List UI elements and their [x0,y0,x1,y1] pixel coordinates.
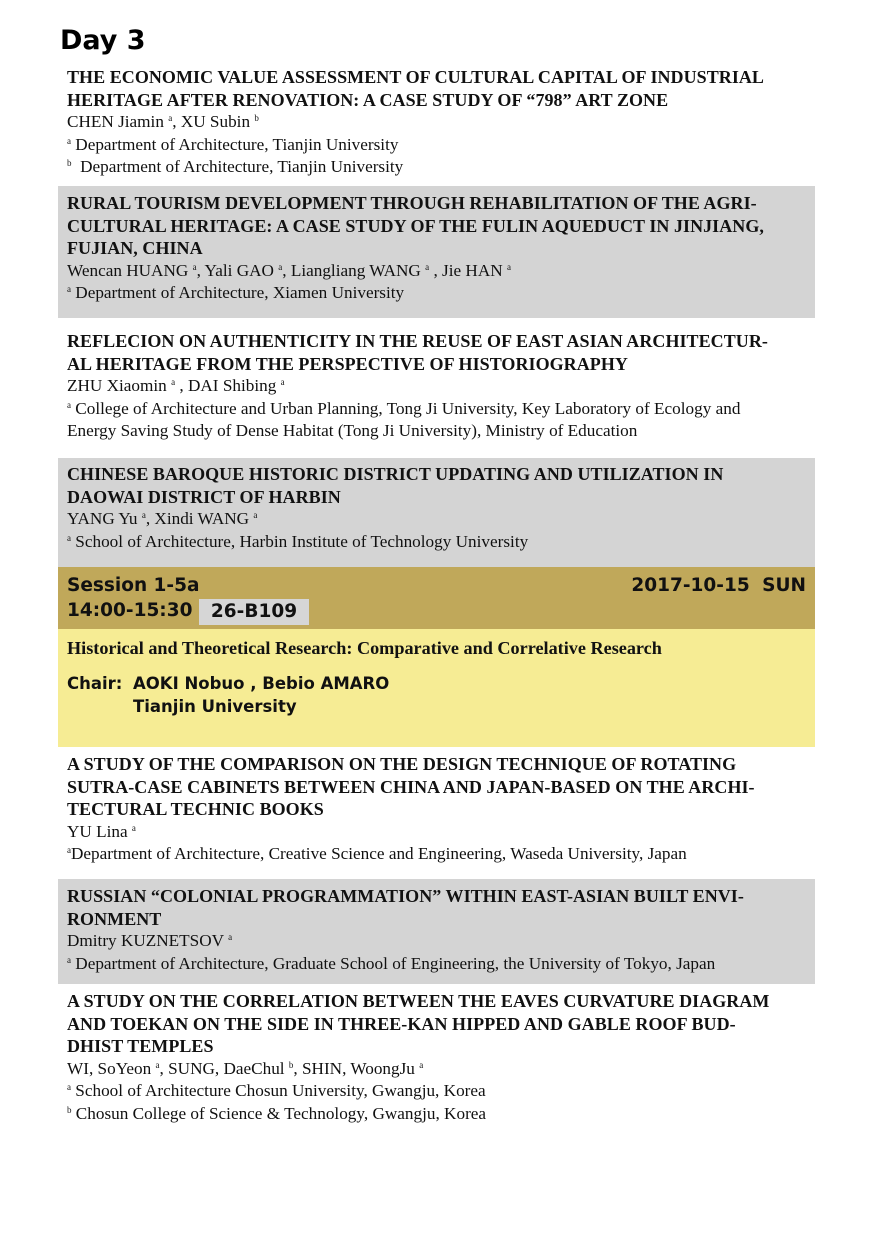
session-date: 2017-10-15 SUN [631,575,806,596]
paper-authors: Wencan HUANG $^a$, Yali GAO $^a$, Liangliang WANG $^a$ , Jie HAN $^a$ [67,260,511,280]
paper-title: CHINESE BAROQUE HISTORIC DISTRICT UPDATING AND UTILIZATION IN DAOWAI DISTRICT OF HARBIN [67,464,724,507]
program-content [58,64,815,1125]
paper-title: REFLECION ON AUTHENTICITY IN THE REUSE OF EAST ASIAN ARCHITECTUR- AL HERITAGE FROM THE PERSPECTIVE OF HISTORIOGRAPHY [67,331,768,374]
paper-affiliation: $^a$ Department of Architecture, Xiamen University [67,283,405,302]
paper-entry [58,64,815,186]
paper-affiliation: $^b$ Department of Architecture, Tianjin University [67,157,404,176]
paper-authors: WI, SoYeon $^a$, SUNG, DaeChul $^b$, SHIN, WoongJu $^a$ [67,1058,424,1078]
paper-affiliation: $^a$ School of Architecture Chosun University, Gwangju, Korea [67,1081,486,1100]
paper-authors: YU Lina $^a$ [67,821,136,841]
paper-authors: ZHU Xiaomin $^a$ , DAI Shibing $^a$ [67,376,285,395]
paper-entry [58,186,815,318]
paper-entry [58,984,815,1125]
paper-title: A STUDY OF THE COMPARISON ON THE DESIGN TECHNIQUE OF ROTATING SUTRA-CASE CABINETS BETWEEN CHINA AND JAPAN-BASED ON THE ARCHI- TECTURAL TECHNIC BOOKS [67,754,755,819]
paper-authors: YANG Yu $^a$, Xindi WANG $^a$ [67,509,258,528]
chair-organization: Tianjin University [133,697,297,716]
paper-authors: Dmitry KUZNETSOV $^a$ [67,931,233,950]
session-time: 14:00-15:30 [67,600,193,621]
paper-affiliation: $^a$ Department of Architecture, Graduate School of Engineering, the University of Tokyo, Japan [67,953,716,973]
paper-title: RURAL TOURISM DEVELOPMENT THROUGH REHABILITATION OF THE AGRI- CULTURAL HERITAGE: A CASE STUDY OF THE FULIN AQUEDUCT IN JINJIANG, FUJIAN, CHINA [67,193,764,258]
paper-affiliation: $^a$ College of Architecture and Urban Planning, Tong Ji University, Key Laboratory of Ecology and [67,398,741,418]
paper-affiliation: $^a$Department of Architecture, Creative Science and Engineering, Waseda University, Japan [67,844,687,863]
session-name: Session 1-5a [67,575,200,596]
session-theme: Historical and Theoretical Research: Comparative and Correlative Research [67,638,662,658]
paper-title: THE ECONOMIC VALUE ASSESSMENT OF CULTURAL CAPITAL OF INDUSTRIAL HERITAGE AFTER RENOVATION: A CASE STUDY OF “798” ART ZONE [67,67,764,110]
paper-affiliation: $^b$ Chosun College of Science & Technology, Gwangju, Korea [67,1103,487,1123]
paper-authors: CHEN Jiamin $^a$, XU Subin $^b$ [67,112,259,131]
session-info [58,629,815,747]
chair-label: Chair: [67,674,123,693]
paper-entry [58,879,815,984]
paper-title: RUSSIAN “COLONIAL PROGRAMMATION” WITHIN EAST-ASIAN BUILT ENVI- RONMENT [67,886,744,929]
paper-entry [58,747,815,879]
paper-affiliation: $^a$ Department of Architecture, Tianjin University [67,134,399,154]
paper-affiliation: $^a$ School of Architecture, Harbin Institute of Technology University [67,531,529,551]
session-room-badge: 26-B109 [199,599,309,625]
paper-entry [58,318,815,458]
paper-title: A STUDY ON THE CORRELATION BETWEEN THE EAVES CURVATURE DIAGRAM AND TOEKAN ON THE SIDE IN THREE-KAN HIPPED AND GABLE ROOF BUD- DHIST TEMPLES [67,991,770,1056]
session-header [58,567,815,629]
paper-entry [58,458,815,567]
chair-names: AOKI Nobuo , Bebio AMARO [133,674,390,693]
paper-affiliation: Energy Saving Study of Dense Habitat (Tong Ji University), Ministry of Education [67,421,638,440]
day-title: Day 3 [60,25,146,56]
